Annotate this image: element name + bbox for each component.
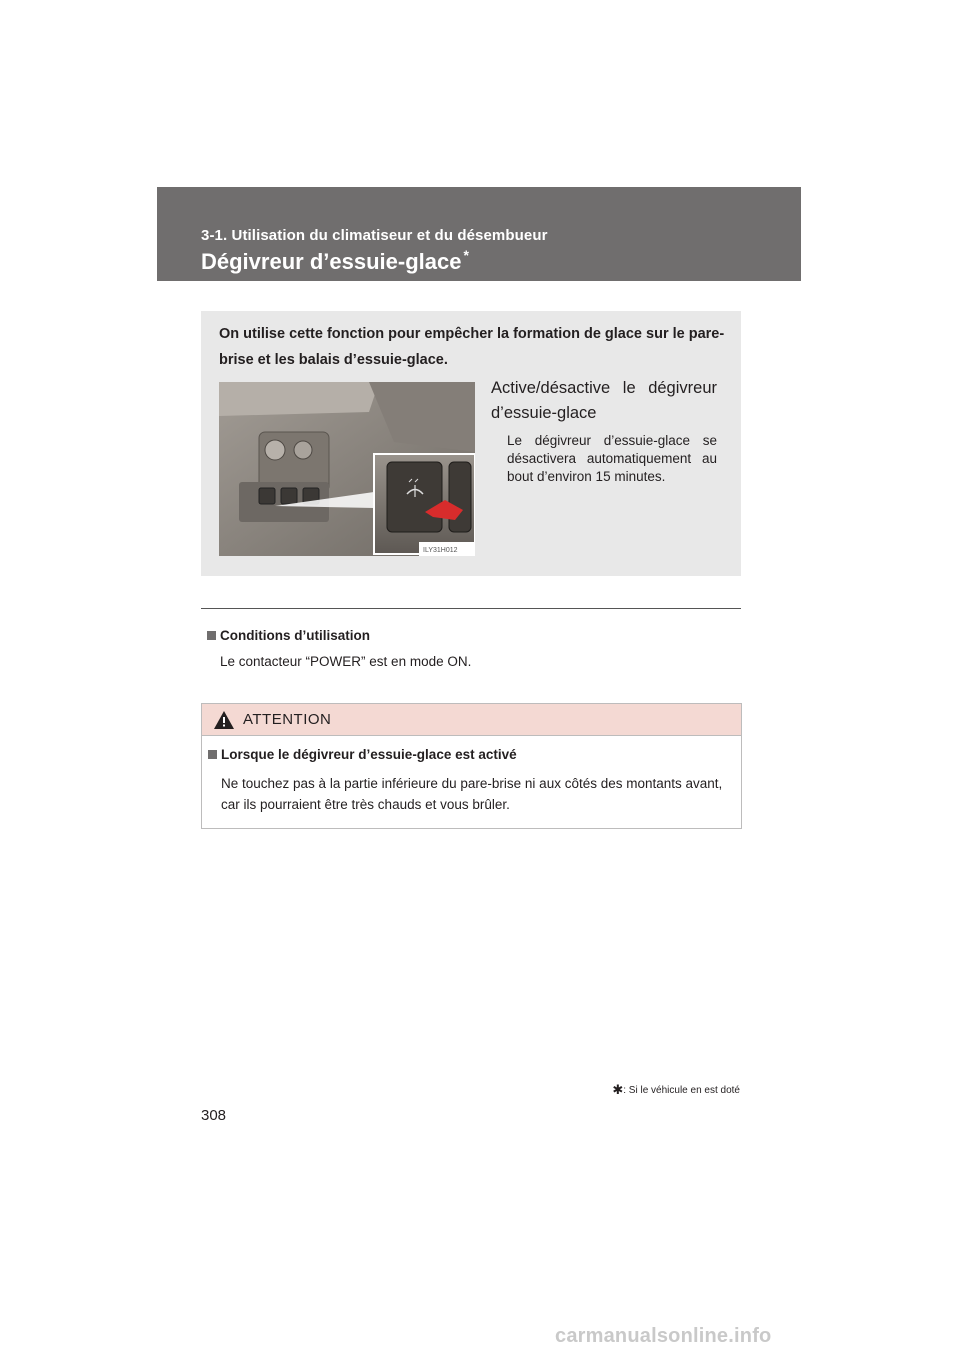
asterisk-icon: ✱ bbox=[612, 1082, 624, 1097]
watermark: carmanualsonline.info bbox=[555, 1325, 772, 1347]
warning-box bbox=[201, 703, 742, 829]
footnote bbox=[590, 1081, 740, 1097]
defroster-switch-photo bbox=[219, 382, 475, 556]
image-code: ILY31H012 bbox=[423, 547, 458, 554]
warning-label: ATTENTION bbox=[243, 711, 332, 728]
page-title-text: Dégivreur d’essuie-glace bbox=[201, 249, 462, 274]
section-divider bbox=[201, 608, 741, 609]
square-bullet-icon bbox=[207, 631, 216, 640]
callout-title: Active/désactive le dégivreur d’essuie-glace bbox=[491, 379, 717, 422]
warning-header bbox=[202, 704, 741, 736]
conditions-heading-text: Conditions d’utilisation bbox=[220, 628, 370, 643]
intro-text: On utilise cette fonction pour empêcher la formation de glace sur le pare-brise et les balais d’essuie-glace. bbox=[219, 326, 725, 368]
callout-description: Le dégivreur d’essuie-glace se désactivera automatiquement au bout d’environ 15 minutes. bbox=[507, 433, 717, 484]
footnote-text: : Si le véhicule en est doté bbox=[623, 1085, 740, 1096]
intro-box bbox=[201, 311, 741, 576]
warning-heading-text: Lorsque le dégivreur d’essuie-glace est activé bbox=[221, 747, 517, 762]
warning-heading bbox=[208, 747, 517, 762]
warning-text: Ne touchez pas à la partie inférieure du pare-brise ni aux côtés des montants avant, car ils pourraient être très chauds et vous brûler. bbox=[221, 776, 723, 812]
page-number: 308 bbox=[201, 1107, 227, 1124]
section-label: 3-1. Utilisation du climatiseur et du désembueur bbox=[201, 227, 548, 244]
warning-triangle-icon bbox=[214, 711, 234, 729]
page-title bbox=[201, 249, 469, 275]
conditions-heading bbox=[207, 628, 370, 643]
dashboard-illustration bbox=[219, 382, 475, 556]
title-asterisk: * bbox=[463, 247, 469, 263]
square-bullet-icon bbox=[208, 750, 217, 759]
conditions-text: Le contacteur “POWER” est en mode ON. bbox=[220, 654, 472, 669]
